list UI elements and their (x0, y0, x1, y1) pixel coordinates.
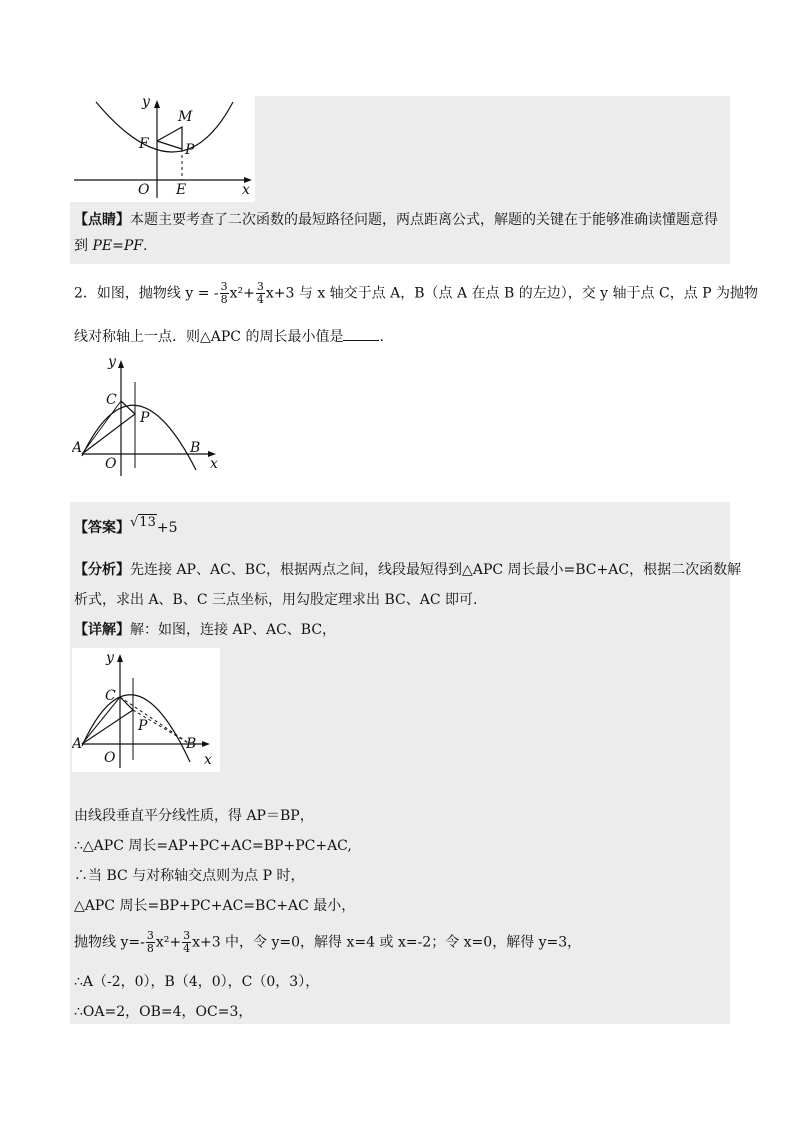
detail-equation-line (74, 930, 581, 955)
detail-coords: ∴A（-2，0），B（4，0），C（0，3）， (74, 974, 320, 990)
dianjing-text-1: 本题主要考查了二次函数的最短路径问题，两点距离公式，解题的关键在于能够准确读懂题意得 (130, 212, 718, 228)
detail-step-4: △APC 周长=BP+PC+AC=BC+AC 最小， (74, 898, 356, 914)
detail-fraction-1: $\frac{3}{8}$ (146, 929, 154, 955)
fig2-label-a: A (72, 440, 83, 456)
problem-part-1: 如图，抛物线 y = - (96, 285, 219, 302)
fig2-label-o: O (105, 456, 117, 472)
answer-blank (343, 326, 379, 341)
fig2-label-x: x (210, 456, 218, 472)
analysis-line-2 (74, 590, 477, 610)
problem-line-1 (74, 281, 758, 306)
fig3-label-c: C (105, 688, 116, 704)
problem-line-2-text: 线对称轴上一点．则△APC 的周长最小值是 (74, 329, 344, 345)
fig3-label-p: P (138, 718, 148, 734)
detail-fraction-2: $\frac{3}{4}$ (183, 929, 191, 955)
fig1-label-p: P (185, 142, 195, 158)
detail-eq-part-1: 抛物线 y=- (74, 934, 145, 951)
answer-line (74, 515, 178, 539)
detail-step-1: 由线段垂直平分线性质，得 AP＝BP， (74, 808, 314, 824)
dianjing-label: 【点睛】 (74, 212, 130, 228)
fig2-label-c: C (106, 392, 117, 408)
fig3-label-a: A (72, 736, 83, 752)
detail-eq-part-3: x+3 中，令 y=0，解得 x=4 或 x=-2；令 x=0，解得 y=3， (192, 934, 582, 951)
figure-2 (72, 352, 232, 478)
problem-part-2: x²+ (229, 285, 255, 302)
fig1-label-e: E (176, 182, 187, 198)
fig2-label-b: B (190, 440, 201, 456)
analysis-label: 【分析】 (74, 562, 130, 578)
dianjing-equation: PE=PF (92, 238, 143, 254)
fig2-label-y: y (108, 354, 116, 370)
detail-label: 【详解】 (74, 622, 130, 638)
detail-lengths: ∴OA=2，OB=4，OC=3， (74, 1004, 253, 1020)
problem-fraction-2: $\frac{3}{4}$ (256, 280, 264, 306)
answer-sqrt: √13 (130, 515, 156, 530)
problem-line-2 (74, 326, 384, 347)
detail-step-2: ∴△APC 周长=AP+PC+AC=BP+PC+AC, (74, 838, 352, 854)
dianjing-line-2 (74, 236, 147, 256)
fig2-label-p: P (140, 410, 150, 426)
answer-rest: +5 (156, 520, 178, 536)
problem-part-3: x+3 与 x 轴交于点 A，B（点 A 在点 B 的左边），交 y 轴于点 C，点 P 为抛物 (265, 285, 759, 302)
problem-line-2-end: . (379, 329, 384, 345)
fig1-label-f: F (139, 136, 149, 152)
analysis-text-2: 析式，求出 A、B、C 三点坐标，用勾股定理求出 BC、AC 即可. (74, 592, 478, 608)
problem-fraction-1: $\frac{3}{8}$ (220, 280, 228, 306)
fig3-label-x: x (204, 752, 212, 768)
analysis-text-1: 先连接 AP、AC、BC，根据两点之间，线段最短得到△APC 周长最小=BC+AC，根据二次函数解 (130, 562, 742, 578)
dianjing-text-2-post: . (142, 238, 148, 254)
fig3-label-o: O (104, 750, 116, 766)
figure-1 (70, 92, 255, 202)
fig1-label-y: y (142, 94, 150, 110)
dianjing-text-2-pre: 到 (74, 238, 93, 254)
problem-number: 2． (74, 285, 97, 302)
detail-text: 解：如图，连接 AP、AC、BC， (130, 622, 337, 638)
figure-3 (72, 648, 220, 772)
fig1-label-m: M (178, 109, 193, 125)
fig3-label-y: y (106, 650, 114, 666)
fig1-label-o: O (138, 182, 150, 198)
analysis-line-1 (74, 560, 741, 580)
detail-step-3: ∴当 BC 与对称轴交点则为点 P 时， (74, 868, 305, 884)
fig3-label-b: B (186, 736, 197, 752)
detail-eq-part-2: x²+ (155, 934, 182, 951)
answer-label: 【答案】 (74, 520, 130, 536)
detail-line (74, 620, 336, 640)
dianjing-line-1 (74, 210, 718, 230)
fig1-label-x: x (242, 182, 250, 198)
